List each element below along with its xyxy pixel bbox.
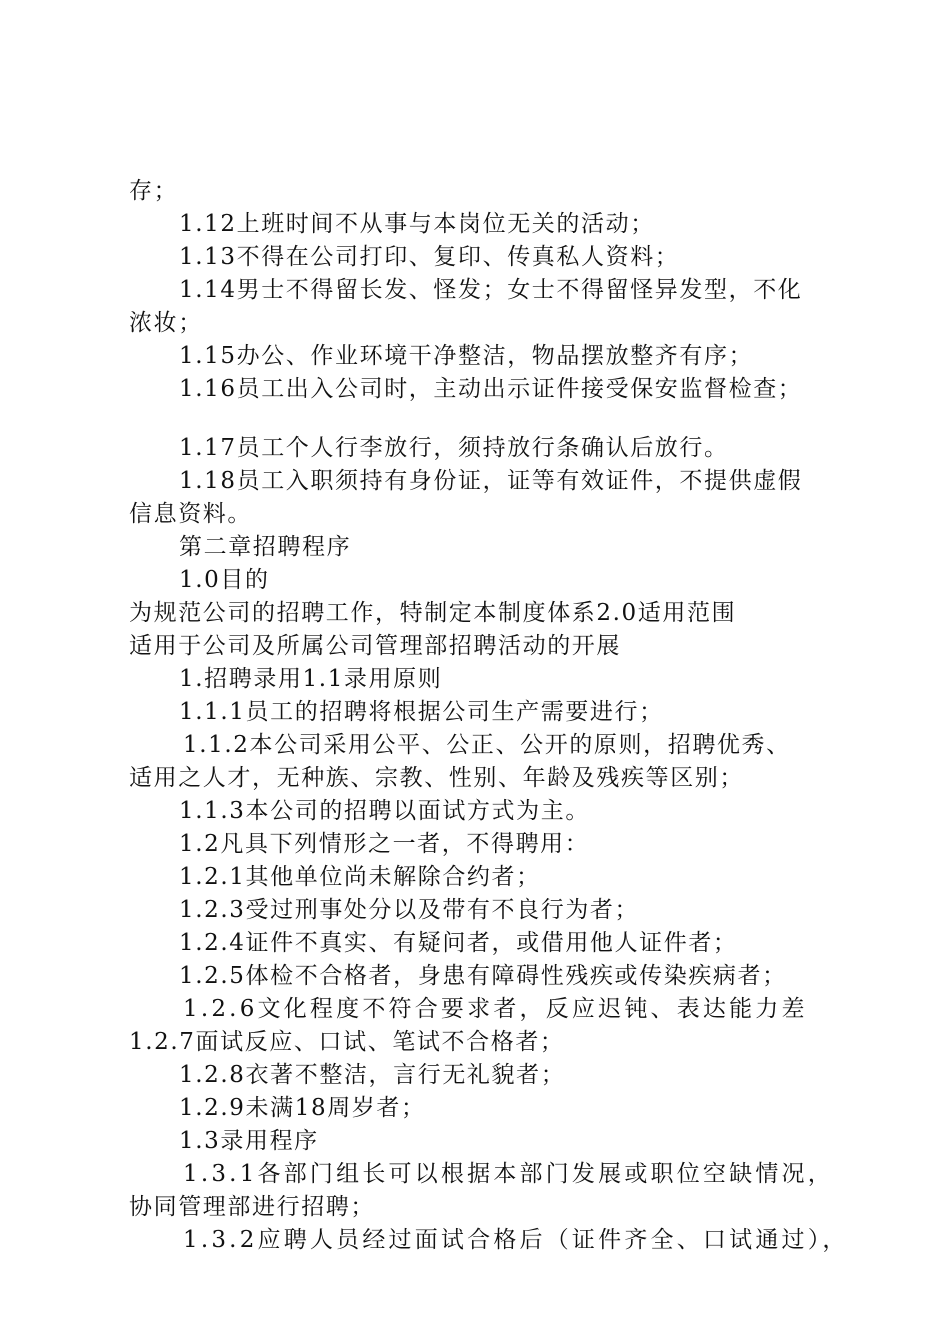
text-line: 1.2.6文化程度不符合要求者，反应迟钝、表达能力差 xyxy=(183,996,808,1022)
text-line: 1.2.8衣著不整洁，言行无礼貌者； xyxy=(179,1062,566,1088)
text-line: 1.1.1员工的招聘将根据公司生产需要进行； xyxy=(179,699,664,725)
text-line: 1.招聘录用1.1录用原则 xyxy=(179,666,443,692)
text-line: 1.2凡具下列情形之一者，不得聘用： xyxy=(179,831,590,857)
text-line: 1.1.3本公司的招聘以面试方式为主。 xyxy=(179,798,590,824)
text-line: 1.1.2本公司采用公平、公正、公开的原则，招聘优秀、 xyxy=(183,732,791,758)
text-line: 1.2.7面试反应、口试、笔试不合格者； xyxy=(129,1029,565,1055)
text-line: 为规范公司的招聘工作，特制定本制度体系2.0适用范围 xyxy=(129,600,737,626)
text-line: 1.2.5体检不合格者，身患有障碍性残疾或传染疾病者； xyxy=(179,963,787,989)
text-line: 1.16员工出入公司时，主动出示证件接受保安监督检查； xyxy=(179,376,803,402)
text-line: 1.2.4证件不真实、有疑问者，或借用他人证件者； xyxy=(179,930,738,956)
text-line: 1.3录用程序 xyxy=(179,1128,319,1154)
blank-gap xyxy=(129,406,834,432)
text-line: 1.3.2应聘人员经过面试合格后（证件齐全、口试通过）， xyxy=(183,1227,849,1253)
text-line: 1.2.1其他单位尚未解除合约者； xyxy=(179,864,541,890)
text-line: 1.12上班时间不从事与本岗位无关的活动； xyxy=(179,211,655,237)
text-line: 1.2.3受过刑事处分以及带有不良行为者； xyxy=(179,897,640,923)
text-line: 适用之人才，无种族、宗教、性别、年龄及残疾等区别； xyxy=(129,765,744,791)
text-line: 1.15办公、作业环境干净整洁，物品摆放整齐有序； xyxy=(179,343,754,369)
text-line: 信息资料。 xyxy=(129,501,252,527)
text-line: 1.14男士不得留长发、怪发；女士不得留怪异发型，不化 xyxy=(179,277,803,303)
text-line: 1.0目的 xyxy=(179,567,270,593)
text-line: 浓妆； xyxy=(129,310,203,336)
text-line: 适用于公司及所属公司管理部招聘活动的开展 xyxy=(129,633,621,659)
text-line: 1.2.9未满18周岁者； xyxy=(179,1095,426,1121)
text-line: 1.18员工入职须持有身份证，证等有效证件，不提供虚假 xyxy=(179,468,803,494)
chapter-heading: 第二章招聘程序 xyxy=(179,534,352,560)
text-line: 1.17员工个人行李放行，须持放行条确认后放行。 xyxy=(179,435,729,461)
text-line: 1.3.1各部门组长可以根据本部门发展或职位空缺情况， xyxy=(183,1161,834,1187)
text-line: 协同管理部进行招聘； xyxy=(129,1194,375,1220)
text-line: 1.13不得在公司打印、复印、传真私人资料； xyxy=(179,244,680,270)
text-line: 存； xyxy=(129,178,179,204)
document-body xyxy=(129,175,849,1257)
